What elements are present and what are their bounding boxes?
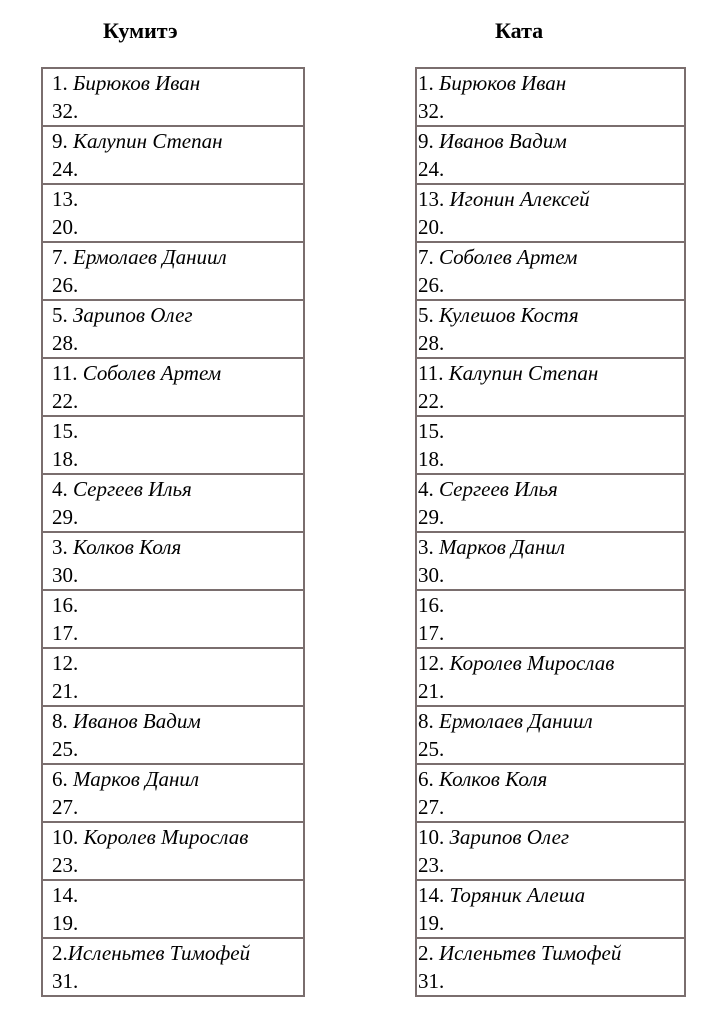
kata-row [416,938,685,996]
participant-name: Кулешов Костя [439,303,579,327]
bottom-entry: 29. [418,505,445,529]
seed-number: 5. [52,303,68,327]
bottom-entry: 28. [52,331,79,355]
participant-name: Зарипов Олег [73,303,193,327]
kata-row [416,706,685,764]
seed-number: 16. [52,593,79,617]
kata-table [415,67,686,997]
participant-name: Иванов Вадим [73,709,201,733]
kumite-row [42,184,304,242]
kumite-cell [42,764,304,822]
bottom-entry: 21. [418,679,445,703]
seed-number: 7. [52,245,68,269]
kata-cell [416,764,685,822]
bottom-entry: 31. [418,969,445,993]
top-entry [418,185,684,213]
kata-row [416,358,685,416]
bottom-entry: 20. [52,215,79,239]
kumite-heading: Кумитэ [103,18,178,43]
kata-cell [416,126,685,184]
seed-number: 1. [52,71,68,95]
bottom-entry: 32. [418,99,445,123]
kata-cell [416,590,685,648]
seed-number: 3. [52,535,68,559]
kumite-cell [42,242,304,300]
bottom-entry: 31. [52,969,79,993]
kata-row [416,880,685,938]
bottom-entry: 17. [418,621,445,645]
kata-cell [416,184,685,242]
participant-name: Сергеев Илья [73,477,192,501]
kumite-cell [42,938,304,996]
seed-number: 15. [52,419,79,443]
kata-cell [416,822,685,880]
kata-cell [416,706,685,764]
seed-number: 13. [418,187,445,211]
seed-number: 3. [418,535,434,559]
seed-number: 9. [418,129,434,153]
participant-name: Игонин Алексей [449,187,590,211]
bottom-entry: 27. [418,795,445,819]
participant-name: Ермолаев Даниил [439,709,593,733]
top-entry [52,69,303,97]
bottom-entry: 23. [418,853,445,877]
seed-number: 1. [418,71,434,95]
seed-number: 12. [52,651,79,675]
kumite-row [42,706,304,764]
kumite-cell [42,474,304,532]
top-entry [52,359,303,387]
seed-number: 11. [52,361,78,385]
top-entry [418,417,684,445]
top-entry [52,765,303,793]
participant-name: Соболев Артем [82,361,222,385]
participant-name: Иванов Вадим [439,129,567,153]
kata-row [416,416,685,474]
kumite-row [42,590,304,648]
bottom-entry: 17. [52,621,79,645]
seed-number: 7. [418,245,434,269]
seed-number: 14. [52,883,79,907]
kumite-cell [42,648,304,706]
kumite-row [42,880,304,938]
participant-name: Сергеев Илья [439,477,558,501]
kumite-row [42,822,304,880]
kumite-cell [42,590,304,648]
bottom-entry: 28. [418,331,445,355]
participant-name: Колков Коля [73,535,182,559]
participant-name: Королев Мирослав [449,651,615,675]
participant-name: Бирюков Иван [73,71,201,95]
kumite-row [42,648,304,706]
participant-name: Исленьтев Тимофей [439,941,622,965]
top-entry [418,591,684,619]
bottom-entry: 18. [52,447,79,471]
bottom-entry: 29. [52,505,79,529]
kumite-row [42,242,304,300]
top-entry [52,707,303,735]
top-entry [418,823,684,851]
top-entry [418,707,684,735]
bottom-entry: 32. [52,99,79,123]
top-entry [52,127,303,155]
kumite-row [42,416,304,474]
bottom-entry: 25. [418,737,445,761]
top-entry [52,243,303,271]
seed-number: 15. [418,419,445,443]
participant-name: Колков Коля [439,767,548,791]
seed-number: 8. [418,709,434,733]
kumite-table [41,67,305,997]
seed-number: 2. [418,941,434,965]
bottom-entry: 30. [418,563,445,587]
seed-number: 4. [418,477,434,501]
kata-row [416,764,685,822]
top-entry [52,823,303,851]
kata-row [416,822,685,880]
participant-name: Бирюков Иван [439,71,567,95]
bottom-entry: 19. [418,911,445,935]
top-entry [52,417,303,445]
kata-cell [416,880,685,938]
bottom-entry: 18. [418,447,445,471]
seed-number: 16. [418,593,445,617]
kumite-cell [42,822,304,880]
kata-cell [416,938,685,996]
kata-cell [416,68,685,126]
kata-row [416,590,685,648]
kumite-row [42,68,304,126]
bottom-entry: 21. [52,679,79,703]
seed-number: 4. [52,477,68,501]
kumite-row [42,764,304,822]
top-entry [418,359,684,387]
kata-row [416,474,685,532]
kumite-cell [42,300,304,358]
seed-number: 13. [52,187,79,211]
top-entry [52,591,303,619]
seed-number: 9. [52,129,68,153]
top-entry [418,243,684,271]
seed-number: 2. [52,941,68,965]
bottom-entry: 23. [52,853,79,877]
kata-cell [416,474,685,532]
participant-name: Марков Данил [73,767,200,791]
seed-number: 11. [418,361,444,385]
top-entry [418,301,684,329]
seed-number: 10. [418,825,445,849]
top-entry [52,475,303,503]
top-entry [418,765,684,793]
top-entry [418,649,684,677]
participant-name: Калупин Степан [73,129,223,153]
kumite-row [42,358,304,416]
kumite-cell [42,416,304,474]
seed-number: 6. [418,767,434,791]
top-entry [418,475,684,503]
bottom-entry: 24. [52,157,79,181]
top-entry [52,649,303,677]
kumite-cell [42,358,304,416]
bottom-entry: 24. [418,157,445,181]
participant-name: Зарипов Олег [449,825,570,849]
top-entry [52,533,303,561]
seed-number: 10. [52,825,79,849]
bottom-entry: 26. [418,273,445,297]
kumite-cell [42,532,304,590]
participant-name: Ермолаев Даниил [73,245,227,269]
bottom-entry: 30. [52,563,79,587]
kumite-row [42,938,304,996]
kata-row [416,242,685,300]
kata-row [416,126,685,184]
kata-row [416,300,685,358]
kata-row [416,648,685,706]
seed-number: 12. [418,651,445,675]
top-entry [52,301,303,329]
kumite-cell [42,184,304,242]
kata-row [416,68,685,126]
participant-name: Калупин Степан [448,361,599,385]
seed-number: 14. [418,883,445,907]
kata-cell [416,242,685,300]
kumite-cell [42,126,304,184]
kumite-row [42,532,304,590]
top-entry [418,881,684,909]
kumite-row [42,474,304,532]
kata-cell [416,648,685,706]
top-entry [52,185,303,213]
kata-cell [416,358,685,416]
top-entry [52,881,303,909]
seed-number: 6. [52,767,68,791]
participant-name: Исленьтев Тимофей [67,941,251,965]
kata-row [416,532,685,590]
participant-name: Королев Мирослав [83,825,249,849]
bottom-entry: 22. [52,389,79,413]
kata-cell [416,416,685,474]
kata-heading: Ката [495,18,544,43]
bottom-entry: 26. [52,273,79,297]
participant-name: Соболев Артем [439,245,578,269]
bottom-entry: 19. [52,911,79,935]
top-entry [418,127,684,155]
seed-number: 5. [418,303,434,327]
bottom-entry: 22. [418,389,445,413]
top-entry [52,939,303,967]
bottom-entry: 25. [52,737,79,761]
top-entry [418,939,684,967]
kata-cell [416,300,685,358]
participant-name: Марков Данил [439,535,566,559]
bottom-entry: 27. [52,795,79,819]
kumite-cell [42,68,304,126]
kumite-row [42,300,304,358]
kumite-cell [42,880,304,938]
kumite-cell [42,706,304,764]
kata-cell [416,532,685,590]
bottom-entry: 20. [418,215,445,239]
top-entry [418,533,684,561]
kumite-row [42,126,304,184]
top-entry [418,69,684,97]
kata-row [416,184,685,242]
participant-name: Торяник Алеша [449,883,586,907]
seed-number: 8. [52,709,68,733]
